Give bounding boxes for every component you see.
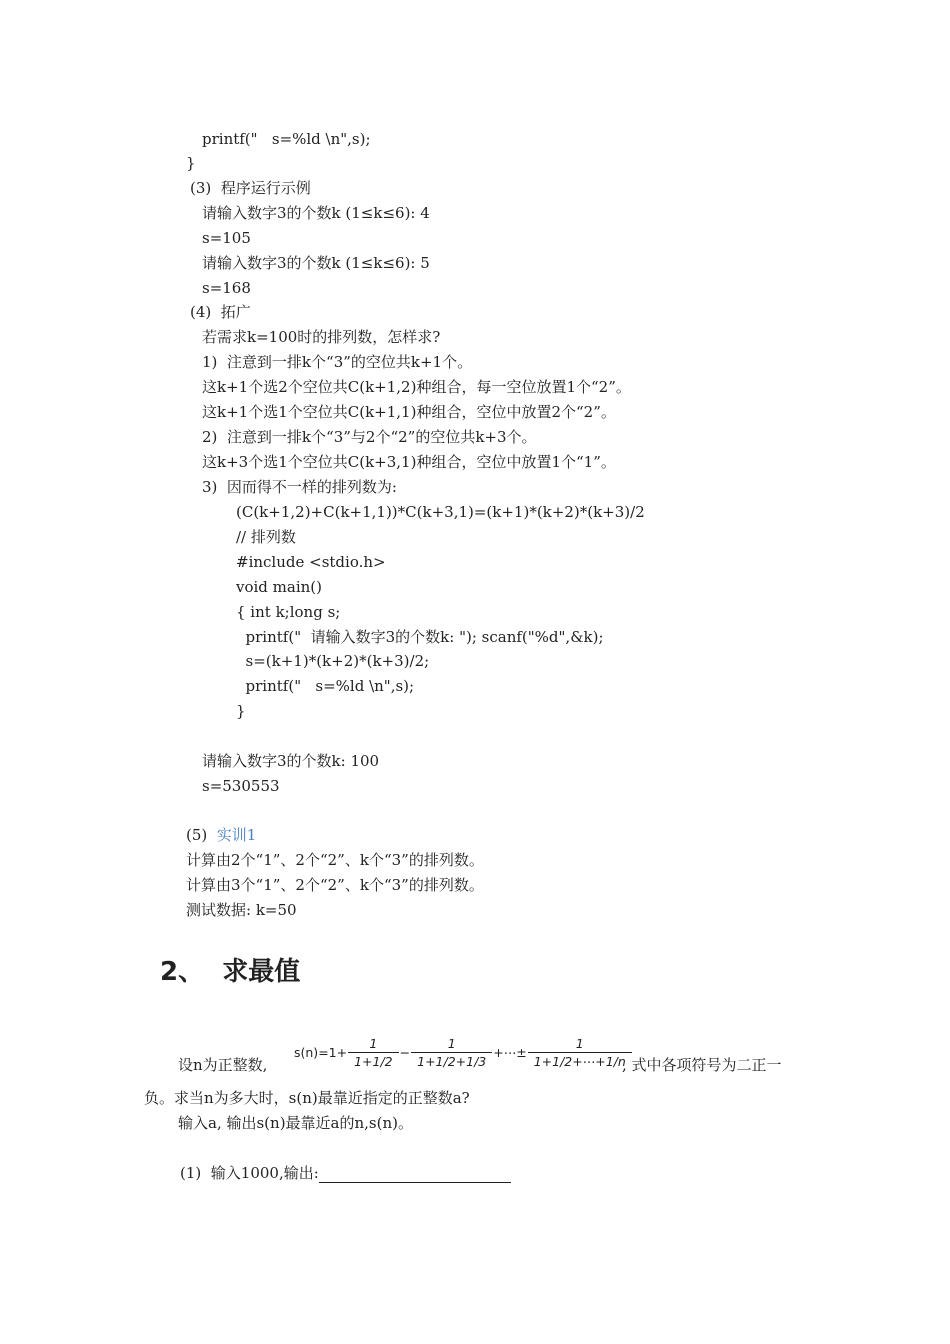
run-line: 请输入数字3的个数k (1≤k≤6): 4 <box>202 204 430 222</box>
run-line: s=168 <box>202 279 251 297</box>
section5-number: (5) <box>186 826 208 844</box>
section4-question: 若需求k=100时的排列数，怎样求? <box>202 328 441 346</box>
code-line: printf(" 请输入数字3的个数k: "); scanf("%d",&k); <box>236 628 604 646</box>
code-line: s=(k+1)*(k+2)*(k+3)/2; <box>236 652 430 670</box>
fraction-numerator: 1 <box>348 1036 399 1053</box>
step-line: 1) 注意到一排k个“3”的空位共k+1个。 <box>202 353 473 371</box>
step-line: 这k+3个选1个空位共C(k+3,1)种组合，空位中放置1个“1”。 <box>202 453 616 471</box>
sum-formula <box>294 1036 633 1076</box>
formula-minus: − <box>399 1045 411 1060</box>
task-line: 计算由2个“1”、2个“2”、k个“3”的排列数。 <box>186 851 484 869</box>
section5-heading <box>186 825 256 845</box>
code-printf-line: printf(" s=%ld \n",s); <box>202 130 371 148</box>
problem-line3: 输入a, 输出s(n)最靠近a的n,s(n)。 <box>178 1114 413 1132</box>
task-line: 计算由3个“1”、2个“2”、k个“3”的排列数。 <box>186 876 484 894</box>
run-line: s=530553 <box>202 777 280 795</box>
fraction-denominator: 1+1/2 <box>354 1054 393 1069</box>
step-line: 这k+1个选2个空位共C(k+1,2)种组合，每一空位放置1个“2”。 <box>202 378 631 396</box>
task-line: 测试数据: k=50 <box>186 901 297 919</box>
fraction-numerator: 1 <box>411 1036 492 1053</box>
fraction-numerator: 1 <box>528 1036 632 1053</box>
code-close-brace: } <box>186 154 196 172</box>
fraction-denominator: 1+1/2+⋯+1/n <box>533 1054 626 1069</box>
problem-intro: 设n为正整数, <box>178 1056 268 1074</box>
section-title: 2、 求最值 <box>160 957 301 987</box>
formula-ellipsis: +⋯± <box>493 1045 527 1060</box>
step-line: 这k+1个选1个空位共C(k+1,1)种组合，空位中放置2个“2”。 <box>202 403 616 421</box>
problem-line2: 负。求当n为多大时，s(n)最靠近指定的正整数a? <box>144 1089 470 1107</box>
formula-lhs: s(n)=1+ <box>294 1045 348 1060</box>
problem-tail: , 式中各项符号为二正一 <box>622 1056 782 1074</box>
fraction-1 <box>348 1036 399 1069</box>
step-line: 2) 注意到一排k个“3”与2个“2”的空位共k+3个。 <box>202 428 537 446</box>
code-line: } <box>236 702 246 720</box>
code-line: #include <stdio.h> <box>236 553 386 571</box>
fraction-3 <box>528 1036 632 1069</box>
answer-blank[interactable] <box>319 1165 511 1183</box>
code-line: // 排列数 <box>236 528 296 546</box>
run-line: 请输入数字3的个数k (1≤k≤6): 5 <box>202 254 430 272</box>
question-1 <box>180 1163 511 1183</box>
fraction-denominator: 1+1/2+1/3 <box>417 1054 487 1069</box>
run-line: 请输入数字3的个数k: 100 <box>202 752 380 770</box>
question-1-label: (1) 输入1000,输出: <box>180 1164 319 1182</box>
code-line: { int k;long s; <box>236 603 341 621</box>
fraction-2 <box>411 1036 492 1069</box>
code-line: printf(" s=%ld \n",s); <box>236 677 415 695</box>
section4-heading: (4) 拓广 <box>190 303 251 321</box>
step-line: 3) 因而得不一样的排列数为: <box>202 478 397 496</box>
training-link[interactable]: 实训1 <box>216 826 257 844</box>
code-line: void main() <box>236 578 323 596</box>
section3-heading: (3) 程序运行示例 <box>190 179 311 197</box>
code-line: (C(k+1,2)+C(k+1,1))*C(k+3,1)=(k+1)*(k+2)*(k+3)/2 <box>236 503 645 521</box>
run-line: s=105 <box>202 229 251 247</box>
